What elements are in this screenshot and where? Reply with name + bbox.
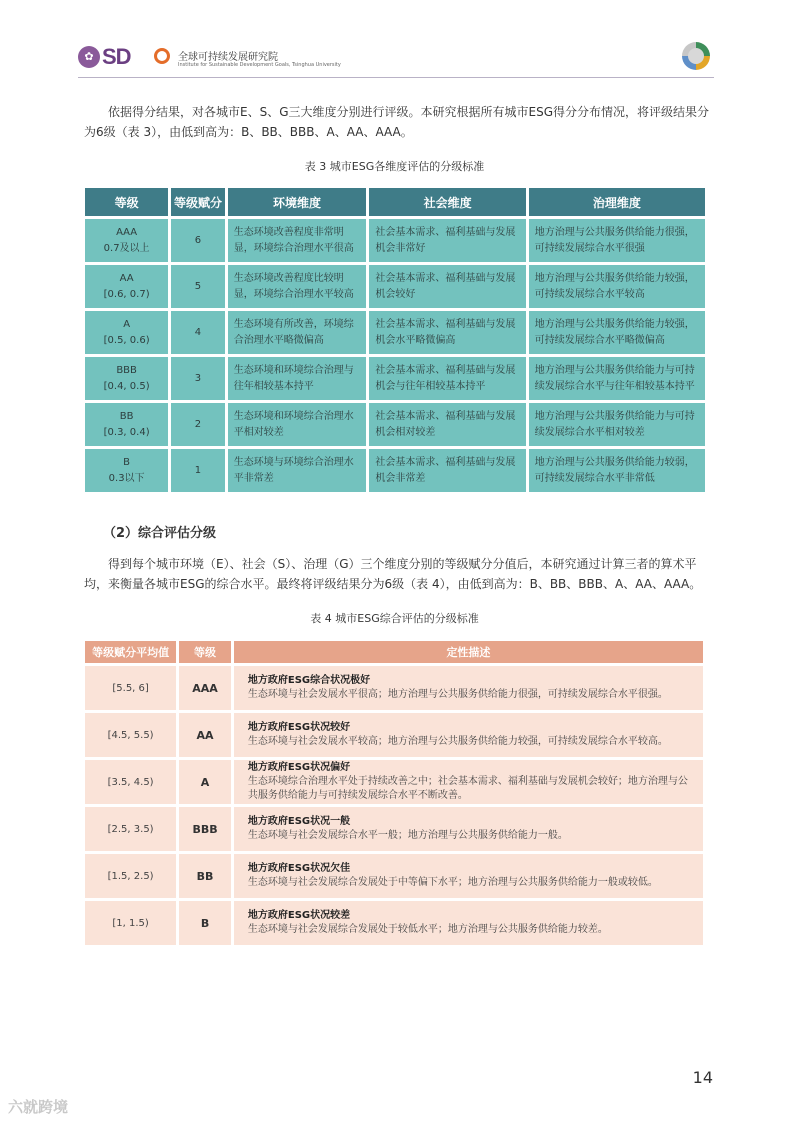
range-cell: [2.5, 3.5) [85,807,176,851]
grade-cell [85,449,168,492]
description-cell [234,901,703,945]
env-cell: 生态环境和环境综合治理水平相对较差 [228,403,367,446]
table-row [85,666,703,710]
env-cell: 生态环境和环境综合治理与往年相较基本持平 [228,357,367,400]
table3-header: 等级 [85,188,168,216]
page-number: 14 [692,1068,713,1087]
description-cell [234,807,703,851]
grade-range: [0.6, 0.7) [103,288,150,300]
table3-header: 环境维度 [228,188,367,216]
description-cell [234,854,703,898]
env-cell: 生态环境与环境综合治理水平非常差 [228,449,367,492]
env-cell: 生态环境有所改善，环境综合治理水平略微偏高 [228,311,367,354]
table3 [82,185,708,495]
range-cell: [5.5, 6] [85,666,176,710]
description-text: 生态环境与社会发展综合发展处于中等偏下水平；地方治理与公共服务供给能力一般或较低。 [247,877,658,888]
table-row [85,901,703,945]
table3-header: 社会维度 [369,188,525,216]
table4-header-row [85,641,703,663]
env-cell: 生态环境改善程度比较明显，环境综合治理水平较高 [228,265,367,308]
institute-name-cn: 全球可持续发展研究院 [178,52,278,63]
description-text: 生态环境综合治理水平处于持续改善之中；社会基本需求、福利基础与发展机会较好；地方治理与公共服务供给能力与可持续发展综合水平不断改善。 [247,776,688,801]
description-title: 地方政府ESG状况欠佳 [247,863,351,874]
table4-header: 定性描述 [234,641,703,663]
range-cell: [3.5, 4.5) [85,760,176,804]
description-title: 地方政府ESG状况一般 [247,816,351,827]
table-row [85,807,703,851]
grade-label: BB [119,410,134,422]
description-cell [234,666,703,710]
score-cell: 4 [171,311,224,354]
score-cell: 1 [171,449,224,492]
seal-icon [682,42,710,70]
grade-label: AAA [116,226,138,238]
soc-cell: 社会基本需求、福利基础与发展机会水平略微偏高 [369,311,525,354]
description-title: 地方政府ESG状况偏好 [247,762,351,773]
grade-cell [85,265,168,308]
sdg-logo: SD [102,44,131,69]
table3-caption: 表 3 城市ESG各维度评估的分级标准 [304,160,485,173]
soc-cell: 社会基本需求、福利基础与发展机会非常差 [369,449,525,492]
table-row [85,760,703,804]
grade-label: B [123,456,131,468]
grade-cell: A [179,760,231,804]
grade-range: 0.7及以上 [103,242,150,254]
grade-cell [85,219,168,262]
grade-cell: AA [179,713,231,757]
table-row [85,713,703,757]
description-text: 生态环境与社会发展综合发展处于较低水平；地方治理与公共服务供给能力较差。 [247,924,608,935]
table-row [85,357,705,400]
table-row [85,311,705,354]
institute-name-en: Institute for Sustainable Development Goals, Tsinghua University [178,62,341,68]
section2-paragraph: 得到每个城市环境（E）、社会（S）、治理（G）三个维度分别的等级赋分分值后，本研究通过计算三者的算术平均，来衡量各城市ESG的综合水平。最终将评级结果分为6级（表 4），由低到高为：B、BB、BBB、A、AA、AAA。 [84,557,702,591]
sdg-logo-ring-icon [154,48,170,64]
grade-cell: BBB [179,807,231,851]
gov-cell: 地方治理与公共服务供给能力与可持续发展综合水平与往年相较基本持平 [529,357,705,400]
score-cell: 3 [171,357,224,400]
range-cell: [4.5, 5.5) [85,713,176,757]
table4-header: 等级 [179,641,231,663]
gov-cell: 地方治理与公共服务供给能力较强，可持续发展综合水平较高 [529,265,705,308]
table-row [85,265,705,308]
env-cell: 生态环境改善程度非常明显，环境综合治理水平很高 [228,219,367,262]
grade-range: [0.3, 0.4) [103,426,150,438]
watermark: 六就跨境 [8,1098,69,1116]
description-text: 生态环境与社会发展水平很高；地方治理与公共服务供给能力很强，可持续发展综合水平很强。 [247,689,668,700]
table4-caption: 表 4 城市ESG综合评估的分级标准 [310,612,479,625]
grade-range: 0.3以下 [108,472,145,484]
intro-paragraph: 依据得分结果，对各城市E、S、G三大维度分别进行评级。本研究根据所有城市ESG得分分布情况，将评级结果分为6级（表 3），由低到高为：B、BB、BBB、A、AA、AAA。 [84,105,710,139]
table3-header: 等级赋分 [171,188,224,216]
grade-cell [85,403,168,446]
grade-range: [0.5, 0.6) [103,334,150,346]
table3-header-row [85,188,705,216]
section2-title: （2）综合评估分级 [103,526,217,541]
grade-range: [0.4, 0.5) [103,380,150,392]
table-row [85,403,705,446]
grade-label: BBB [116,364,137,376]
description-cell [234,760,703,804]
range-cell: [1.5, 2.5) [85,854,176,898]
description-title: 地方政府ESG状况较差 [247,910,351,921]
score-cell: 2 [171,403,224,446]
score-cell: 5 [171,265,224,308]
grade-label: A [123,318,131,330]
score-cell: 6 [171,219,224,262]
grade-cell [85,357,168,400]
table3-header: 治理维度 [529,188,705,216]
grade-label: AA [119,272,134,284]
table4 [82,638,706,948]
grade-cell [85,311,168,354]
soc-cell: 社会基本需求、福利基础与发展机会非常好 [369,219,525,262]
table-row [85,219,705,262]
soc-cell: 社会基本需求、福利基础与发展机会较好 [369,265,525,308]
grade-cell: BB [179,854,231,898]
grade-cell: AAA [179,666,231,710]
description-text: 生态环境与社会发展水平较高；地方治理与公共服务供给能力较强，可持续发展综合水平较高。 [247,736,668,747]
gov-cell: 地方治理与公共服务供给能力较强，可持续发展综合水平略微偏高 [529,311,705,354]
description-title: 地方政府ESG状况较好 [247,722,351,733]
soc-cell: 社会基本需求、福利基础与发展机会相对较差 [369,403,525,446]
soc-cell: 社会基本需求、福利基础与发展机会与往年相较基本持平 [369,357,525,400]
range-cell: [1, 1.5) [85,901,176,945]
table-row [85,854,703,898]
page-header [78,40,714,78]
gov-cell: 地方治理与公共服务供给能力与可持续发展综合水平相对较差 [529,403,705,446]
table-row [85,449,705,492]
institute-emblem-icon: ✿ [78,46,100,68]
description-title: 地方政府ESG综合状况极好 [247,675,371,686]
grade-cell: B [179,901,231,945]
gov-cell: 地方治理与公共服务供给能力较弱，可持续发展综合水平非常低 [529,449,705,492]
table4-header: 等级赋分平均值 [85,641,176,663]
gov-cell: 地方治理与公共服务供给能力很强，可持续发展综合水平很强 [529,219,705,262]
description-cell [234,713,703,757]
description-text: 生态环境与社会发展综合水平一般；地方治理与公共服务供给能力一般。 [247,830,568,841]
